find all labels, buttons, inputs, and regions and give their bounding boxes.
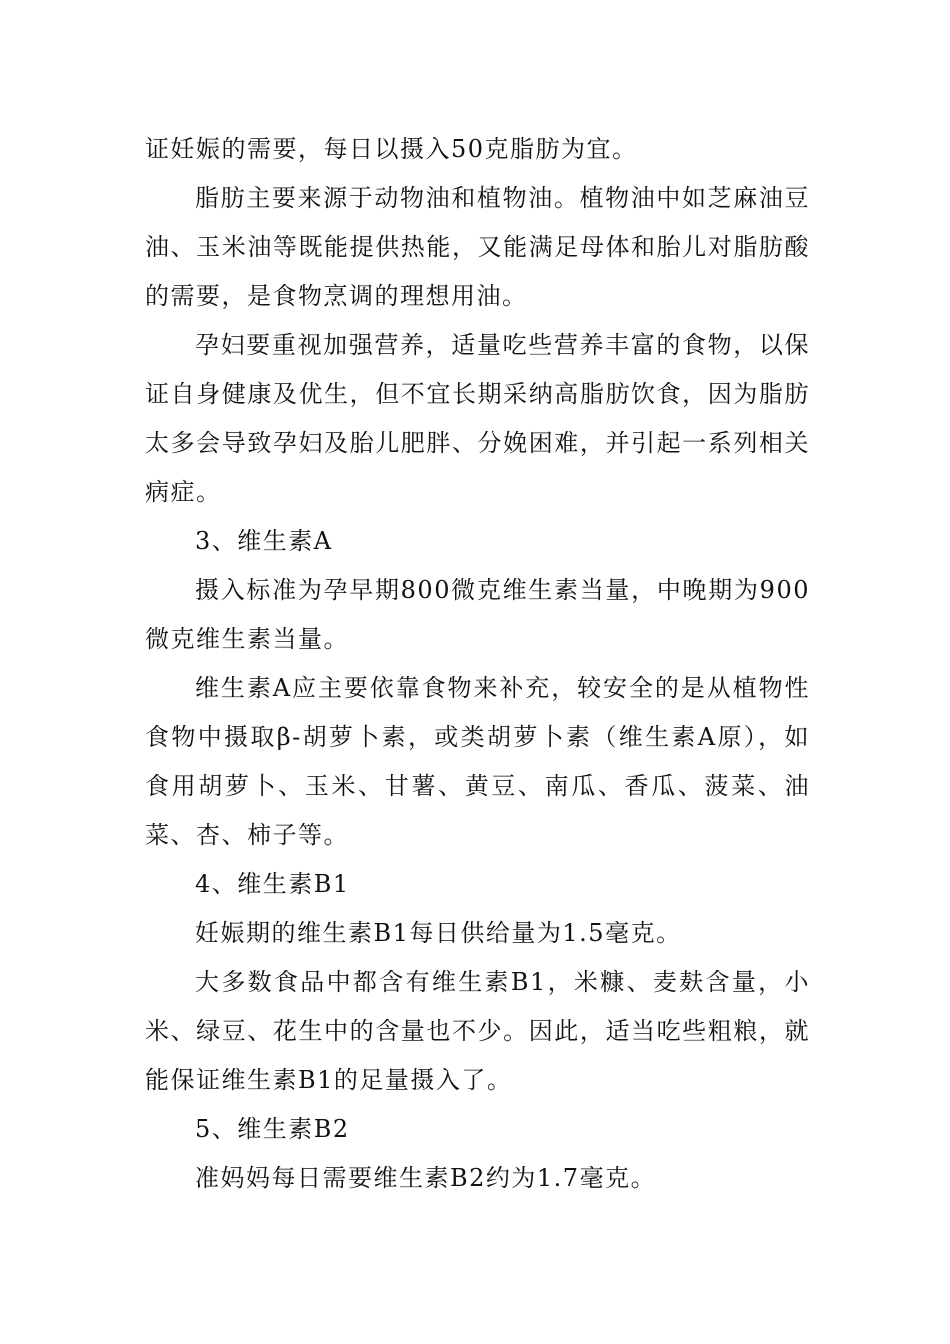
paragraph-fat-sources: 脂肪主要来源于动物油和植物油。植物油中如芝麻油豆油、玉米油等既能提供热能，又能满足母体和胎儿对脂肪酸的需要，是食物烹调的理想用油。 [145,184,810,310]
paragraph-vitamin-b2-amount: 准妈妈每日需要维生素B2约为1.7毫克。 [195,1164,657,1192]
paragraph-continuation: 证妊娠的需要，每日以摄入50克脂肪为宜。 [145,135,638,163]
heading-vitamin-a: 3、维生素A [195,527,333,555]
document-body [145,125,810,1203]
heading-vitamin-b2: 5、维生素B2 [195,1115,350,1143]
paragraph-vitamin-a-sources: 维生素A应主要依靠食物来补充，较安全的是从植物性食物中摄取β-胡萝卜素，或类胡萝卜素（维生素A原），如食用胡萝卜、玉米、甘薯、黄豆、南瓜、香瓜、菠菜、油菜、杏、柿子等。 [145,674,810,849]
paragraph-vitamin-b1-sources: 大多数食品中都含有维生素B1，米糠、麦麸含量，小米、绿豆、花生中的含量也不少。因此，适当吃些粗粮，就能保证维生素B1的足量摄入了。 [145,968,810,1094]
paragraph-vitamin-b1-amount: 妊娠期的维生素B1每日供给量为1.5毫克。 [195,919,682,947]
paragraph-fat-warning: 孕妇要重视加强营养，适量吃些营养丰富的食物，以保证自身健康及优生，但不宜长期采纳高脂肪饮食，因为脂肪太多会导致孕妇及胎儿肥胖、分娩困难，并引起一系列相关病症。 [145,331,810,506]
paragraph-vitamin-a-standard: 摄入标准为孕早期800微克维生素当量，中晚期为900微克维生素当量。 [145,576,810,653]
heading-vitamin-b1: 4、维生素B1 [195,870,350,898]
